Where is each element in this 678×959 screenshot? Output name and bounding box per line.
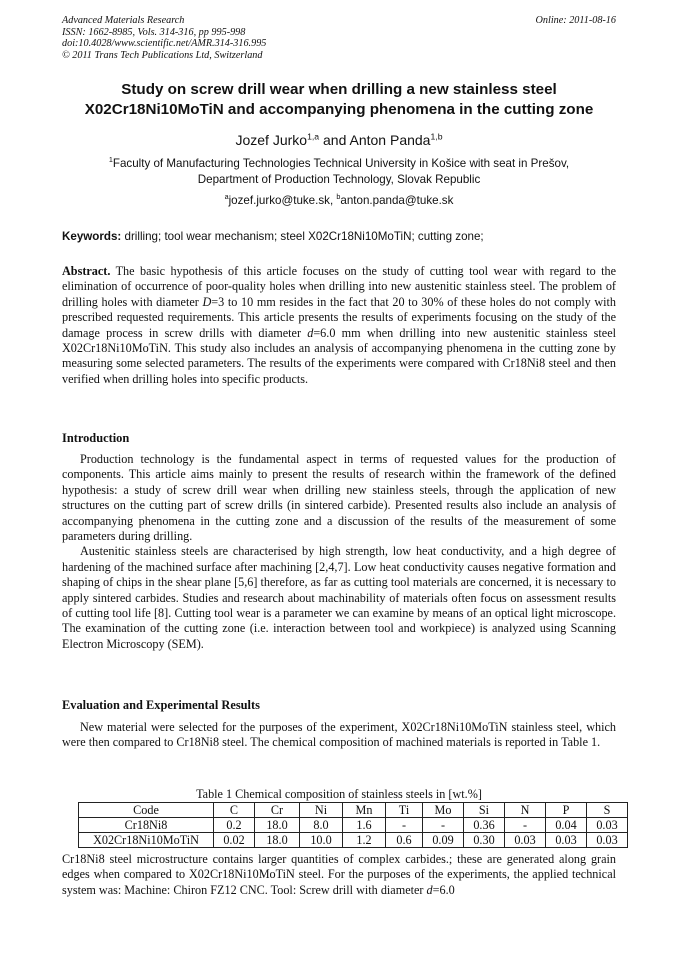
- abstract-label: Abstract.: [62, 264, 111, 278]
- evaluation-body: [62, 720, 616, 751]
- table-cell: 1.6: [343, 818, 386, 833]
- header-cell-c: C: [214, 803, 255, 818]
- table-cell: -: [386, 818, 423, 833]
- paper-title: [40, 80, 638, 120]
- post-table-text: [62, 852, 616, 898]
- email-1-sup: a: [224, 192, 229, 202]
- header-cell-s: S: [587, 803, 628, 818]
- abstract-text-2: =3 to 10 mm resides in the fact that 20 to 30% of these holes do not comply with prescribed requested requirements. This article presents the results of experiments focusing on the study of the damage process in screw drills with diameter: [62, 294, 616, 340]
- abstract-var-D: D: [202, 294, 212, 309]
- abstract-text-3: =6.0 mm when drilling into new austenitic stainless steel X02Cr18Ni10MoTiN. This study also includes an analysis of accompanying phenomena in the cutting zone by measuring some selected parameters. The results of the experiments were compared with Cr18Ni8 steel and then verified when drilling holes into specific products.: [62, 325, 616, 386]
- table-cell: 0.2: [214, 818, 255, 833]
- author-2: Anton Panda: [349, 132, 431, 148]
- introduction-paragraph-2: Austenitic stainless steels are characterised by high strength, low heat conductivity, and a high degree of hardening of the machined surface after machining [2,4,7]. Low heat conductivity causes negative formation and shaping of chips in the shear plane [5,6] therefore, as far as cutting tool materials are concerned, it is necessary to apply sintered carbides. Studies and research about machinability of materials often focus on assessment results of cutting tool life [8]. Cutting tool wear is a parameter we can examine by means of an optical light microscope. The examination of the cutting zone (i.e. interaction between tool and workpiece) is analyzed using Scanning Electron Microscopy (SEM).: [62, 544, 616, 651]
- evaluation-paragraph-1: New material were selected for the purposes of the experiment, X02Cr18Ni10MoTiN stainless steel, which were then compared to Cr18Ni8 steel. The chemical composition of machined materials is reported in Table 1.: [62, 720, 616, 750]
- table-cell: 18.0: [255, 818, 300, 833]
- introduction-paragraph-1: Production technology is the fundamental aspect in terms of requested values for the production of components. This article aims mainly to present the results of research within the framework of the defined hypothesis: a study of screw drill wear when drilling new stainless steels, through the application of new structures on the cutting part of screw drills (in sintered carbide). Presented results also include an analysis of accompanying phenomena in the cutting zone and a discussion of the results of the measurement of some parameters during drilling.: [62, 452, 616, 544]
- header-cell-ti: Ti: [386, 803, 423, 818]
- keywords-label: Keywords:: [62, 230, 122, 243]
- chemical-composition-table: [78, 802, 628, 848]
- table-row: [79, 833, 628, 848]
- title-line-1: Study on screw drill wear when drilling a new stainless steel: [121, 81, 557, 98]
- abstract-text-1: The basic hypothesis of this article focuses on the study of cutting tool wear with regard to the elimination of occurrence of poor-quality holes when drilling into new austenitic stainless steel. The problem of drilling holes with diameter: [62, 264, 616, 309]
- table-cell: 8.0: [300, 818, 343, 833]
- post-table-text-body: Cr18Ni8 steel microstructure contains larger quantities of complex carbides.; these are generated along grain edges when compared to X02Cr18Ni10MoTiN steel. For the purposes of the experiments, the applied technical system was: Machine: Chiron FZ12 CNC. Tool: Screw drill with diameter: [62, 852, 616, 897]
- post-table-paragraph: [62, 852, 616, 898]
- table-cell: 0.09: [423, 833, 464, 848]
- affiliation-sup: 1: [108, 155, 113, 165]
- email-2-sup: b: [336, 192, 341, 202]
- email-1: jozef.jurko@tuke.sk: [228, 194, 330, 207]
- author-conjunction: and: [319, 132, 350, 148]
- table-cell: 0.03: [546, 833, 587, 848]
- table-cell: Cr18Ni8: [79, 818, 214, 833]
- affiliation-line-2: Department of Production Technology, Slovak Republic: [197, 173, 481, 186]
- header-cell-p: P: [546, 803, 587, 818]
- doi-line: doi:10.4028/www.scientific.net/AMR.314-316.995: [62, 38, 267, 50]
- table-cell: 18.0: [255, 833, 300, 848]
- table-cell: 0.04: [546, 818, 587, 833]
- issn-line: ISSN: 1662-8985, Vols. 314-316, pp 995-998: [62, 26, 246, 38]
- table-cell: 0.02: [214, 833, 255, 848]
- abstract-var-d: d: [307, 325, 314, 340]
- header-cell-cr: Cr: [255, 803, 300, 818]
- journal-name: Advanced Materials Research: [62, 15, 185, 26]
- table-cell: -: [505, 818, 546, 833]
- introduction-heading: Introduction: [62, 431, 130, 445]
- post-table-var-d: d: [426, 882, 433, 897]
- abstract: [62, 264, 616, 387]
- author-1: Jozef Jurko: [235, 132, 308, 148]
- journal-info: [62, 15, 266, 61]
- table-cell: 0.30: [464, 833, 505, 848]
- online-date: Online: 2011-08-16: [535, 15, 616, 26]
- post-table-text-tail: =6.0: [432, 882, 455, 897]
- header-cell-ni: Ni: [300, 803, 343, 818]
- affiliation: [40, 156, 638, 188]
- table-cell: 0.03: [587, 818, 628, 833]
- table-cell: 0.36: [464, 818, 505, 833]
- header-cell-n: N: [505, 803, 546, 818]
- email-separator: ,: [329, 194, 337, 207]
- table-cell: -: [423, 818, 464, 833]
- table-cell: 1.2: [343, 833, 386, 848]
- header-cell-mn: Mn: [343, 803, 386, 818]
- table-cell: 0.6: [386, 833, 423, 848]
- table-cell: 0.03: [587, 833, 628, 848]
- title-line-2: X02Cr18Ni10MoTiN and accompanying phenomena in the cutting zone: [84, 101, 594, 118]
- author-2-sup: 1,b: [430, 131, 443, 142]
- keywords-text: drilling; tool wear mechanism; steel X02Cr18Ni10MoTiN; cutting zone;: [121, 230, 484, 243]
- author-1-sup: 1,a: [307, 131, 320, 142]
- introduction-body: [62, 452, 616, 652]
- keywords: [62, 230, 616, 244]
- table-header-row: [79, 803, 628, 818]
- header-cell-si: Si: [464, 803, 505, 818]
- author-list: [40, 131, 638, 149]
- table-1-caption: Table 1 Chemical composition of stainless steels in [wt.%]: [196, 787, 482, 801]
- copyright-line: © 2011 Trans Tech Publications Ltd, Switzerland: [62, 49, 263, 61]
- table-row: [79, 818, 628, 833]
- email-2: anton.panda@tuke.sk: [340, 194, 454, 207]
- table-cell: X02Cr18Ni10MoTiN: [79, 833, 214, 848]
- author-emails: [40, 194, 638, 208]
- evaluation-heading: Evaluation and Experimental Results: [62, 698, 260, 712]
- affiliation-line-1: Faculty of Manufacturing Technologies Technical University in Košice with seat in Prešov,: [112, 157, 570, 170]
- table-cell: 10.0: [300, 833, 343, 848]
- table-cell: 0.03: [505, 833, 546, 848]
- header-cell-code: Code: [79, 803, 214, 818]
- header-cell-mo: Mo: [423, 803, 464, 818]
